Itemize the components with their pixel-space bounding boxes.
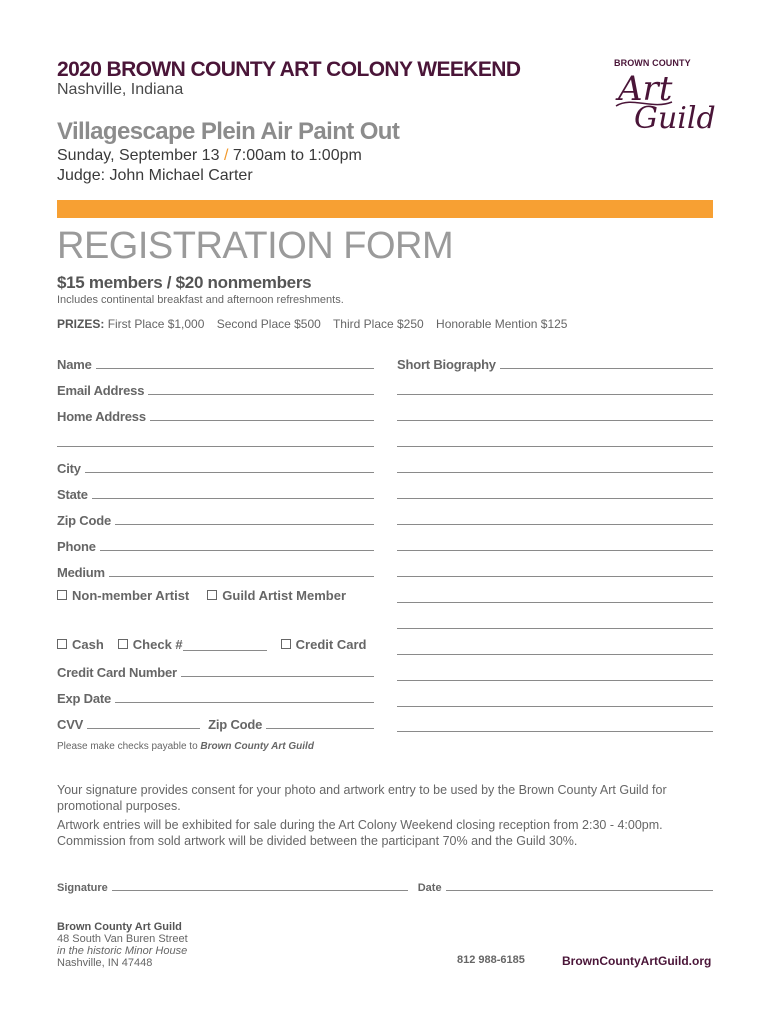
home-address-line-2[interactable] [57,446,374,447]
city-label: City [57,461,81,476]
prize-first: First Place $1,000 [107,317,205,331]
home-address-line[interactable] [150,420,374,421]
state-label: State [57,487,88,502]
membership-row [57,586,346,604]
exp-date-label: Exp Date [57,691,112,706]
email-label: Email Address [57,383,145,398]
state-field[interactable] [57,484,374,502]
biography-line-2[interactable] [397,394,713,395]
city-line[interactable] [85,472,374,473]
logo-word-art: Art [618,69,673,109]
check-payable-note [57,741,314,752]
biography-line-5[interactable] [397,472,713,473]
footer-street: 48 South Van Buren Street [57,933,188,945]
judge-line: Judge: John Michael Carter [57,167,253,184]
zip-code-label: Zip Code [208,717,263,732]
signature-row [57,878,713,894]
date-label: Date [417,882,442,894]
event-time: 7:00am to 1:00pm [232,147,362,164]
guild-member-checkbox[interactable] [207,590,217,600]
cash-checkbox[interactable] [57,639,67,649]
phone-field[interactable] [57,536,374,554]
zip-label: Zip Code [57,513,112,528]
card-zip-line[interactable] [266,728,374,729]
footer-website-link[interactable]: BrownCountyArtGuild.org [562,954,712,968]
includes-note: Includes continental breakfast and afternoon refreshments. [57,294,344,306]
credit-card-number-line[interactable] [181,676,374,677]
payment-row [57,635,366,653]
guild-member-label: Guild Artist Member [222,587,347,603]
phone-label: Phone [57,539,96,554]
biography-line-8[interactable] [397,550,713,551]
date-line[interactable] [446,890,713,891]
event-title: 2020 BROWN COUNTY ART COLONY WEEKEND [57,58,521,81]
biography-line-3[interactable] [397,420,713,421]
city-field[interactable] [57,458,374,476]
biography-line-12[interactable] [397,654,713,655]
check-note-payee: Brown County Art Guild [200,741,314,752]
guild-member-option[interactable] [207,588,346,603]
biography-line-10[interactable] [397,602,713,603]
biography-line-15[interactable] [397,731,713,732]
prizes-label: PRIZES: [57,317,105,331]
art-guild-logo [612,56,722,136]
cash-label: Cash [72,636,104,652]
price-line: $15 members / $20 nonmembers [57,273,312,292]
event-date-time [57,147,362,165]
paint-out-title: Villagescape Plein Air Paint Out [57,118,400,145]
non-member-label: Non-member Artist [72,587,190,603]
cvv-zip-row [57,714,374,732]
footer-address [57,921,188,969]
home-address-label: Home Address [57,409,146,424]
non-member-option[interactable] [57,588,189,603]
credit-card-number-label: Credit Card Number [57,665,177,680]
orange-divider-bar [57,200,713,218]
check-label: Check # [132,636,183,652]
credit-card-label: Credit Card [295,636,367,652]
medium-label: Medium [57,565,105,580]
zip-field[interactable] [57,510,374,528]
medium-field[interactable] [57,562,374,580]
registration-form-heading: REGISTRATION FORM [57,225,454,267]
name-field[interactable] [57,354,374,372]
footer-phone: 812 988-6185 [457,954,525,966]
logo-script-mark [612,66,722,136]
non-member-checkbox[interactable] [57,590,67,600]
exp-date-field[interactable] [57,688,374,706]
biography-line-14[interactable] [397,706,713,707]
signature-label: Signature [57,882,108,894]
home-address-field[interactable] [57,406,374,424]
email-line[interactable] [148,394,374,395]
prize-second: Second Place $500 [216,317,321,331]
biography-line-7[interactable] [397,524,713,525]
prizes-line [57,317,576,331]
footer-org-name: Brown County Art Guild [57,921,182,933]
check-number-line[interactable] [183,650,267,651]
name-label: Name [57,357,92,372]
event-location: Nashville, Indiana [57,81,184,98]
name-line[interactable] [96,368,374,369]
date-separator: / [223,147,229,164]
consent-text: Your signature provides consent for your photo and artwork entry to be used by the Brown County Art Guild for promotional purposes. [57,783,667,813]
short-biography-label: Short Biography [397,357,496,372]
logo-word-guild: Guild [634,101,716,136]
prize-third: Third Place $250 [332,317,424,331]
exp-date-line[interactable] [115,702,374,703]
logo-top-text: BROWN COUNTY [614,58,691,68]
short-biography-field[interactable] [397,354,713,372]
cvv-line[interactable] [87,728,200,729]
check-note-prefix: Please make checks payable to [57,741,198,752]
signature-line[interactable] [112,890,408,891]
check-checkbox[interactable] [118,639,128,649]
biography-line-6[interactable] [397,498,713,499]
footer-city: Nashville, IN 47448 [57,957,153,969]
biography-line-4[interactable] [397,446,713,447]
footer-historic: in the historic Minor House [57,945,188,957]
check-option[interactable] [118,637,267,652]
exhibit-text: Artwork entries will be exhibited for sale during the Art Colony Weekend closing reception from 2:30 - 4:00pm. Commission from sold artwork will be divided between the participant 70% and the Guild 30%. [57,818,663,848]
biography-line-11[interactable] [397,628,713,629]
medium-line[interactable] [109,576,374,577]
prize-honorable: Honorable Mention $125 [436,317,568,331]
event-date: Sunday, September 13 [57,147,220,164]
zip-line[interactable] [115,524,374,525]
phone-line[interactable] [100,550,374,551]
credit-card-number-field[interactable] [57,662,374,680]
cvv-label: CVV [57,717,84,732]
biography-line-9[interactable] [397,576,713,577]
credit-card-option[interactable] [281,637,367,652]
biography-line-1[interactable] [500,368,713,369]
state-line[interactable] [92,498,374,499]
credit-card-checkbox[interactable] [281,639,291,649]
email-field[interactable] [57,380,374,398]
cash-option[interactable] [57,637,104,652]
biography-line-13[interactable] [397,680,713,681]
